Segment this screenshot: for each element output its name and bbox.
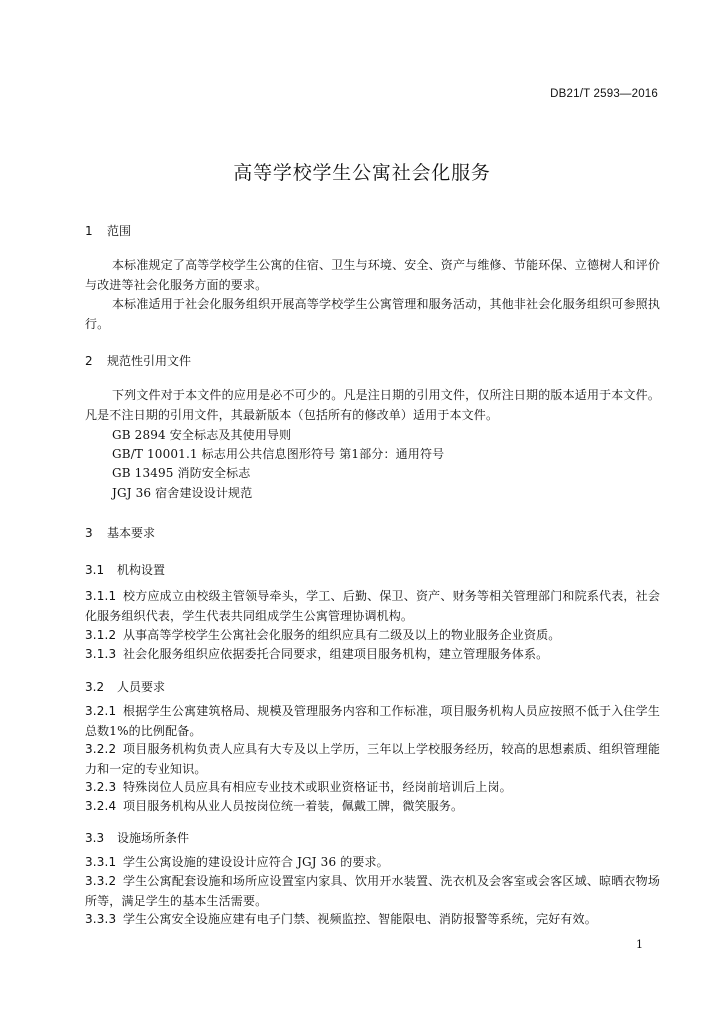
- reference-item: GB 2894 安全标志及其使用导则: [112, 428, 292, 442]
- subsection-3-1-heading: [85, 561, 165, 578]
- subsection-number: 3.2: [85, 680, 105, 694]
- clause: [85, 740, 660, 779]
- clause-text: 根据学生公寓建筑格局、规模及管理服务内容和工作标准，项目服务机构人员应按照不低于入住学生总数1%的比例配备。: [85, 704, 660, 738]
- clause-text: 学生公寓配套设施和场所应设置室内家具、饮用开水装置、洗衣机及会客室或会客区域、晾晒衣物场所等，满足学生的基本生活需要。: [85, 874, 660, 908]
- section-1-heading: [85, 222, 131, 239]
- clause-number: 3.2.1: [85, 704, 117, 718]
- section-1-paragraph-2: 本标准适用于社会化服务组织开展高等学校学生公寓管理和服务活动，其他非社会化服务组织可参照执行。: [85, 297, 660, 331]
- clause: [85, 872, 660, 911]
- subsection-3-2-heading: [85, 678, 165, 695]
- clause-text: 从事高等学校学生公寓社会化服务的组织应具有二级及以上的物业服务企业资质。: [123, 628, 561, 642]
- clause-text: 特殊岗位人员应具有相应专业技术或职业资格证书，经岗前培训后上岗。: [123, 780, 512, 794]
- section-number: 3: [85, 526, 93, 540]
- clause-number: 3.2.2: [85, 742, 117, 756]
- document-number: DB21/T 2593—2016: [550, 88, 658, 100]
- clause-number: 3.2.3: [85, 780, 117, 794]
- clause: [85, 797, 660, 817]
- subsection-number: 3.1: [85, 563, 105, 577]
- document-title: 高等学校学生公寓社会化服务: [233, 162, 491, 184]
- subsection-number: 3.3: [85, 831, 105, 845]
- section-2-intro: 下列文件对于本文件的应用是必不可少的。凡是注日期的引用文件，仅所注日期的版本适用于本文件。凡是不注日期的引用文件，其最新版本（包括所有的修改单）适用于本文件。: [85, 388, 660, 422]
- clause-number: 3.1.3: [85, 647, 117, 661]
- section-title: 规范性引用文件: [107, 354, 192, 368]
- clause-number: 3.3.3: [85, 912, 117, 926]
- subsection-title: 机构设置: [117, 563, 166, 577]
- page-number: 1: [636, 938, 643, 951]
- section-title: 范围: [107, 224, 132, 238]
- reference-item: JGJ 36 宿舍建设设计规范: [112, 486, 253, 500]
- clause: [85, 910, 660, 930]
- subsection-title: 设施场所条件: [117, 831, 190, 845]
- clause-text: 校方应成立由校级主管领导牵头，学工、后勤、保卫、资产、财务等相关管理部门和院系代表，社会化服务组织代表，学生代表共同组成学生公寓管理协调机构。: [85, 589, 660, 623]
- clause-number: 3.1.2: [85, 628, 117, 642]
- clause: [85, 645, 660, 665]
- clause: [85, 702, 660, 741]
- reference-item: GB/T 10001.1 标志用公共信息图形符号 第1部分：通用符号: [112, 447, 445, 461]
- clause-text: 学生公寓安全设施应建有电子门禁、视频监控、智能限电、消防报警等系统，完好有效。: [123, 912, 597, 926]
- section-2-heading: [85, 352, 191, 369]
- section-title: 基本要求: [107, 526, 156, 540]
- section-number: 1: [85, 224, 93, 238]
- clause: [85, 853, 660, 873]
- section-1-paragraph-1: 本标准规定了高等学校学生公寓的住宿、卫生与环境、安全、资产与维修、节能环保、立德树人和评价与改进等社会化服务方面的要求。: [85, 258, 660, 292]
- subsection-3-3-heading: [85, 829, 189, 846]
- clause: [85, 778, 660, 798]
- clause: [85, 587, 660, 626]
- clause-text: 社会化服务组织应依据委托合同要求，组建项目服务机构，建立管理服务体系。: [123, 647, 549, 661]
- clause-number: 3.3.1: [85, 855, 117, 869]
- reference-item: GB 13495 消防安全标志: [112, 466, 251, 480]
- clause-text: 项目服务机构从业人员按岗位统一着装，佩戴工牌，微笑服务。: [123, 799, 464, 813]
- clause-text: 项目服务机构负责人应具有大专及以上学历，三年以上学校服务经历，较高的思想素质、组织管理能力和一定的专业知识。: [85, 742, 660, 776]
- clause-text: 学生公寓设施的建设设计应符合 JGJ 36 的要求。: [123, 855, 389, 869]
- clause-number: 3.3.2: [85, 874, 117, 888]
- section-3-heading: [85, 524, 155, 541]
- section-number: 2: [85, 354, 93, 368]
- subsection-title: 人员要求: [117, 680, 166, 694]
- clause-number: 3.2.4: [85, 799, 117, 813]
- clause: [85, 626, 660, 646]
- clause-number: 3.1.1: [85, 589, 117, 603]
